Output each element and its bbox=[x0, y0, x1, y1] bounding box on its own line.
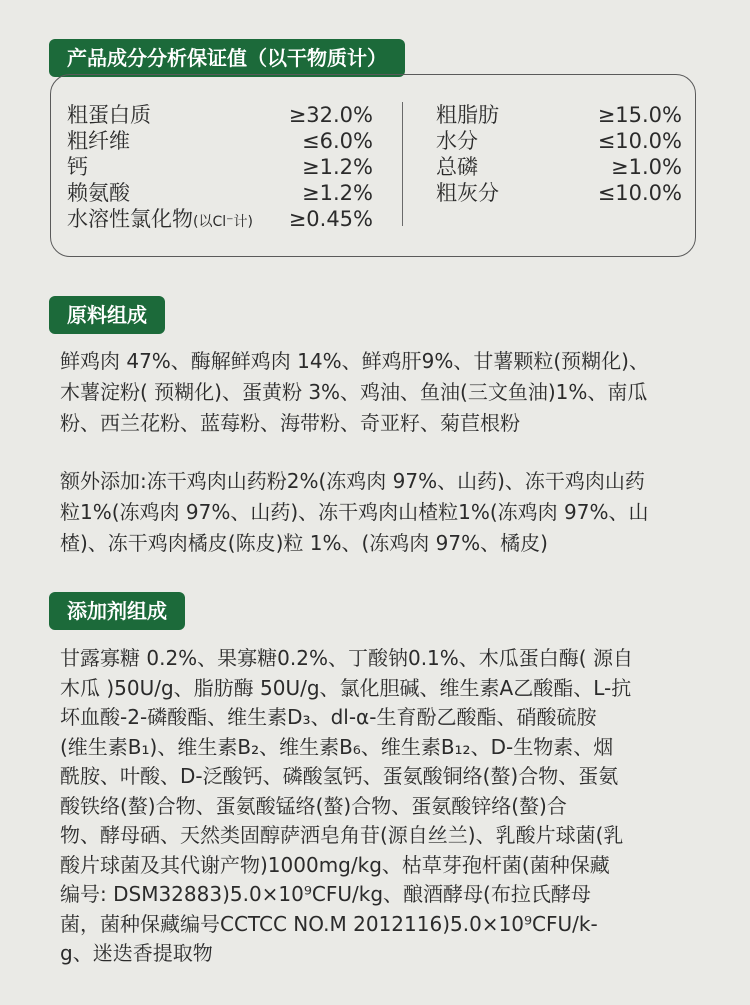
nutrient-value: ≤6.0% bbox=[302, 129, 373, 153]
nutrient-value: ≥0.45% bbox=[288, 207, 373, 231]
text-line: 物、酵母硒、天然类固醇萨洒皂角苷(源自丝兰)、乳酸片球菌(乳 bbox=[60, 823, 624, 847]
nutrient-name: 粗灰分 bbox=[436, 181, 499, 205]
text-line: 木薯淀粉( 预糊化)、蛋黄粉 3%、鸡油、鱼油(三文鱼油)1%、南瓜 bbox=[60, 380, 648, 404]
nutrient-row bbox=[67, 102, 373, 128]
extra-additions-text bbox=[60, 466, 700, 559]
guarantee-title: 产品成分分析保证值（以干物质计） bbox=[49, 39, 405, 77]
additives-text bbox=[60, 644, 700, 969]
text-line: 木瓜 )50U/g、脂肪酶 50U/g、氯化胆碱、维生素A乙酸酯、L-抗 bbox=[60, 675, 632, 700]
text-line: 酸片球菌及其代谢产物)1000mg/kg、枯草芽孢杆菌(菌种保藏 bbox=[60, 852, 610, 877]
nutrient-note: (以Cl⁻计) bbox=[193, 214, 253, 230]
ingredients-text bbox=[60, 346, 700, 439]
nutrient-value: ≤10.0% bbox=[597, 181, 682, 205]
nutrient-name: 赖氨酸 bbox=[67, 181, 130, 205]
text-line: 甘露寡糖 0.2%、果寡糖0.2%、丁酸钠0.1%、木瓜蛋白酶( 源自 bbox=[60, 646, 633, 670]
nutrient-row bbox=[436, 180, 682, 206]
nutrient-name: 粗蛋白质 bbox=[67, 103, 151, 127]
text-line: g、迷迭香提取物 bbox=[60, 941, 213, 965]
nutrient-value: ≥1.0% bbox=[611, 155, 682, 179]
nutrient-value: ≥15.0% bbox=[597, 103, 682, 127]
nutrient-name: 钙 bbox=[67, 155, 88, 179]
nutrient-value: ≥32.0% bbox=[288, 103, 373, 127]
text-line: 坏血酸-2-磷酸酯、维生素D₃、dl-α-生育酚乙酸酯、硝酸硫胺 bbox=[60, 705, 597, 729]
text-line: 酰胺、叶酸、D-泛酸钙、磷酸氢钙、蛋氨酸铜络(螯)合物、蛋氨 bbox=[60, 764, 619, 788]
nutrient-name bbox=[67, 206, 253, 235]
nutrient-row bbox=[67, 154, 373, 180]
text-line: 额外添加:冻干鸡肉山药粉2%(冻鸡肉 97%、山药)、冻干鸡肉山药 bbox=[60, 469, 645, 493]
column-divider bbox=[402, 102, 403, 226]
nutrient-row bbox=[67, 206, 373, 232]
text-line: (维生素B₁)、维生素B₂、维生素B₆、维生素B₁₂、D-生物素、烟 bbox=[60, 734, 614, 759]
nutrient-name-text: 水溶性氯化物 bbox=[67, 207, 193, 231]
nutrient-name: 粗纤维 bbox=[67, 129, 130, 153]
nutrient-name: 总磷 bbox=[436, 155, 478, 179]
text-line: 编号: DSM32883)5.0×10⁹CFU/kg、酿酒酵母(布拉氏酵母 bbox=[60, 882, 591, 906]
nutrient-row bbox=[436, 128, 682, 154]
nutrient-row bbox=[436, 102, 682, 128]
nutrient-name: 水分 bbox=[436, 129, 478, 153]
text-line: 粒1%(冻鸡肉 97%、山药)、冻干鸡肉山楂粒1%(冻鸡肉 97%、山 bbox=[60, 500, 649, 524]
nutrient-name: 粗脂肪 bbox=[436, 103, 499, 127]
additives-title: 添加剂组成 bbox=[49, 592, 185, 630]
nutrient-value: ≤10.0% bbox=[597, 129, 682, 153]
text-line: 鲜鸡肉 47%、酶解鲜鸡肉 14%、鲜鸡肝9%、甘薯颗粒(预糊化)、 bbox=[60, 349, 649, 373]
nutrient-value: ≥1.2% bbox=[302, 155, 373, 179]
text-line: 粉、西兰花粉、蓝莓粉、海带粉、奇亚籽、菊苣根粉 bbox=[60, 411, 520, 435]
ingredients-title: 原料组成 bbox=[49, 296, 165, 334]
nutrient-row bbox=[436, 154, 682, 180]
text-line: 楂)、冻干鸡肉橘皮(陈皮)粒 1%、(冻鸡肉 97%、橘皮) bbox=[60, 531, 548, 555]
nutrient-value: ≥1.2% bbox=[302, 181, 373, 205]
text-line: 菌，菌种保藏编号CCTCC NO.M 2012116)5.0×10⁹CFU/k- bbox=[60, 911, 598, 936]
nutrient-row bbox=[67, 128, 373, 154]
nutrient-row bbox=[67, 180, 373, 206]
text-line: 酸铁络(螯)合物、蛋氨酸锰络(螯)合物、蛋氨酸锌络(螯)合 bbox=[60, 793, 567, 818]
